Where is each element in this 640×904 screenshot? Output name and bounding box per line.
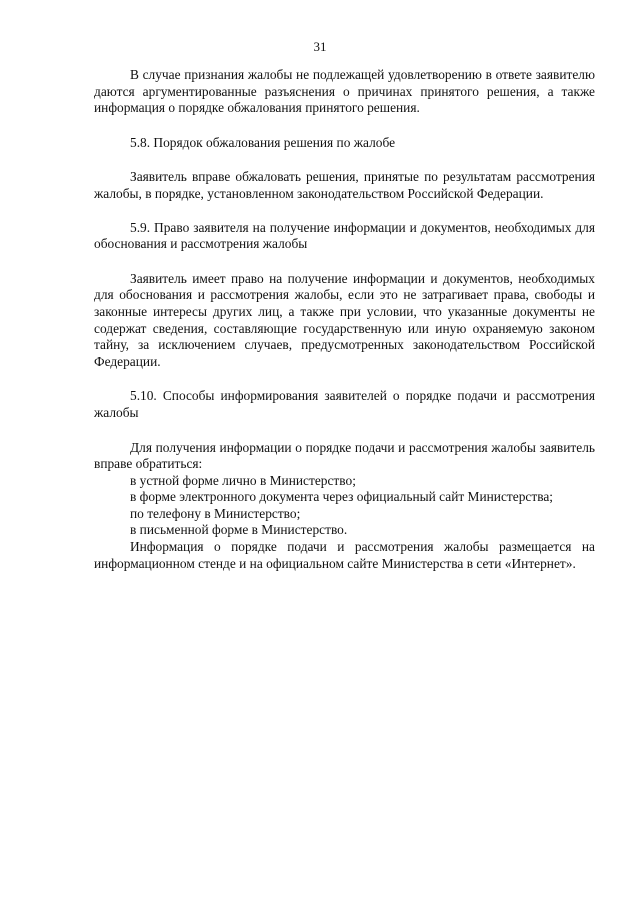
paragraph-complaint-rejection: В случае признания жалобы не подлежащей удовлетворению в ответе заявителю даются аргументированные разъяснения о причинах принятого решения, а также информация о порядке обжалования принятого решения. — [94, 67, 595, 116]
page-number: 31 — [313, 39, 327, 54]
paragraph-appeal-right: Заявитель вправе обжаловать решения, принятые по результатам рассмотрения жалобы, в порядке, установленном законодательством Российской Федерации. — [94, 169, 595, 201]
spacer — [94, 422, 595, 440]
spacer — [94, 203, 595, 220]
list-item-phone: по телефону в Министерство; — [130, 505, 301, 521]
spacer — [94, 151, 595, 169]
paragraph-info-placement: Информация о порядке подачи и рассмотрения жалобы размещается на информационном стенде и на официальном сайте Министерства в сети «Интернет». — [94, 539, 595, 571]
spacer — [94, 117, 595, 135]
spacer — [94, 253, 595, 271]
paragraph-how-to-inquire: Для получения информации о порядке подачи и рассмотрения жалобы заявитель вправе обратиться: — [94, 439, 595, 472]
section-heading-5-10: 5.10. Способы информирования заявителей о порядке подачи и рассмотрения жалобы — [94, 388, 595, 420]
section-heading-5-8: 5.8. Порядок обжалования решения по жалобе — [130, 134, 396, 150]
paragraph-information-right: Заявитель имеет право на получение информации и документов, необходимых для обоснования и рассмотрения жалобы, если это не затрагивает права, свободы и законные интересы других лиц, а также при условии, что указанные документы не содержат сведения, составляющие государственную или иную охраняемую законом тайну, за исключением случаев, предусмотренных законодательством Российской Федерации. — [94, 270, 595, 369]
list-item-oral: в устной форме лично в Министерство; — [130, 472, 356, 488]
list-item-electronic: в форме электронного документа через официальный сайт Министерства; — [130, 489, 554, 505]
section-heading-5-9: 5.9. Право заявителя на получение информации и документов, необходимых для обоснования и рассмотрения жалобы — [94, 219, 595, 252]
list-item-written: в письменной форме в Министерство. — [130, 522, 348, 538]
spacer — [94, 370, 595, 388]
document-body — [94, 67, 595, 572]
